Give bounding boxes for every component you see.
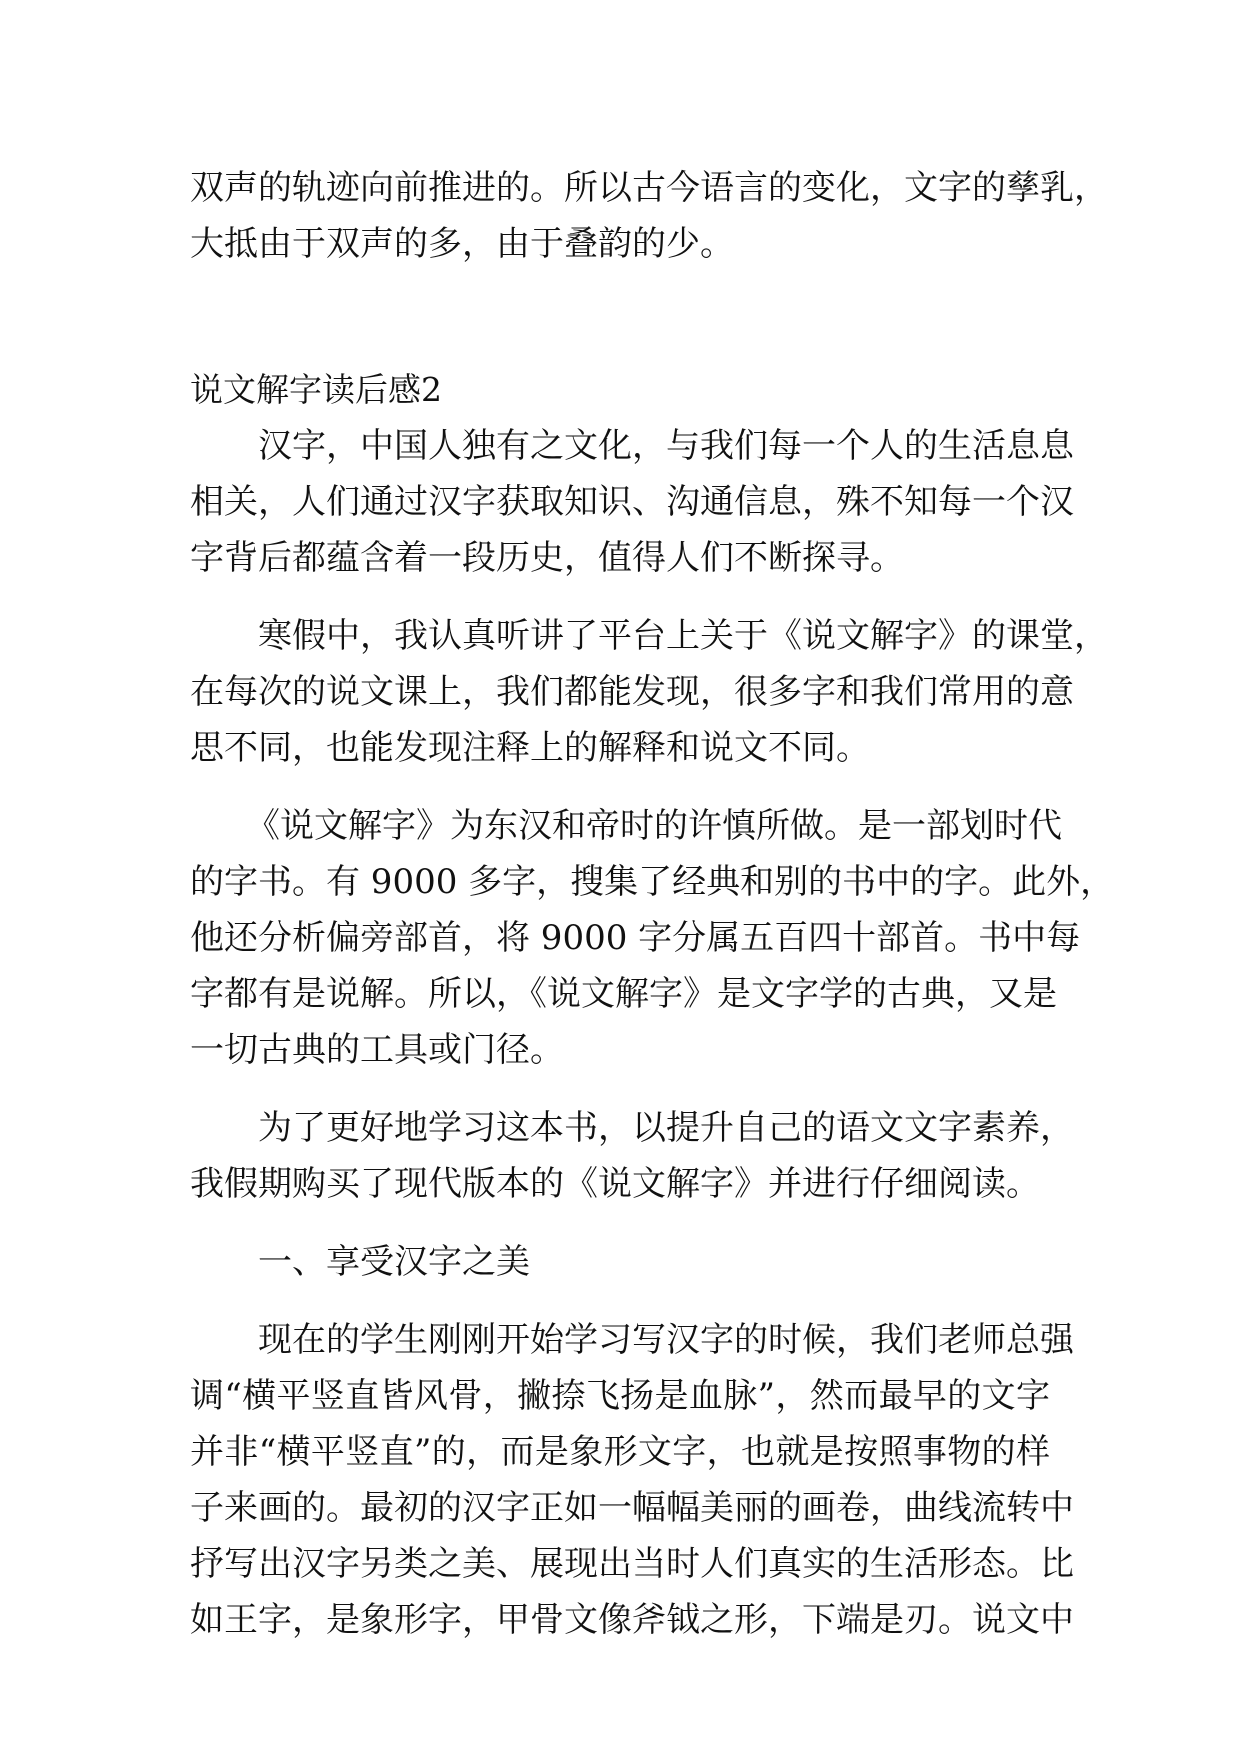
text-line: 思不同，也能发现注释上的解释和说文不同。 (190, 728, 870, 768)
subheading (190, 1234, 1050, 1290)
text-line: 《说文解字》为东汉和帝时的许慎所做。是一部划时代 (246, 806, 1062, 846)
text-line: 汉字，中国人独有之文化，与我们每一个人的生活息息 (258, 426, 1074, 466)
text-line: 一、享受汉字之美 (258, 1242, 530, 1282)
text-line: 的字书。有 9000 多字，搜集了经典和别的书中的字。此外， (190, 862, 1115, 902)
text-line: 相关，人们通过汉字获取知识、沟通信息，殊不知每一个汉 (190, 482, 1074, 522)
text-line: 并非“横平竖直”的，而是象形文字，也就是按照事物的样 (190, 1432, 1050, 1472)
paragraph (190, 418, 1074, 586)
text-line: 寒假中，我认真听讲了平台上关于《说文解字》的课堂， (258, 616, 1108, 656)
text-line: 字都有是说解。所以，《说文解字》是文字学的古典，又是 (190, 974, 1057, 1014)
text-line: 抒写出汉字另类之美、展现出当时人们真实的生活形态。比 (190, 1544, 1074, 1584)
text-line: 如王字，是象形字，甲骨文像斧钺之形，下端是刃。说文中 (190, 1600, 1074, 1640)
document-body (190, 160, 1115, 1670)
text-line: 子来画的。最初的汉字正如一幅幅美丽的画卷，曲线流转中 (190, 1488, 1074, 1528)
text-line: 为了更好地学习这本书，以提升自己的语文文字素养， (258, 1108, 1074, 1148)
text-line: 字背后都蕴含着一段历史，值得人们不断探寻。 (190, 538, 904, 578)
paragraph (190, 1100, 1074, 1212)
text-line: 调“横平竖直皆风骨，撇捺飞扬是血脉”，然而最早的文字 (190, 1376, 1050, 1416)
text-line: 我假期购买了现代版本的《说文解字》并进行仔细阅读。 (190, 1164, 1040, 1204)
paragraph (190, 608, 1108, 776)
text-line: 现在的学生刚刚开始学习写汉字的时候，我们老师总强 (258, 1320, 1074, 1360)
paragraph (190, 1312, 1074, 1648)
text-line: 大抵由于双声的多，由于叠韵的少。 (190, 224, 734, 264)
text-line: 一切古典的工具或门径。 (190, 1030, 564, 1070)
paragraph (190, 798, 1115, 1078)
text-line: 他还分析偏旁部首，将 9000 字分属五百四十部首。书中每 (190, 918, 1081, 958)
section-title: 说文解字读后感2 (190, 370, 442, 409)
text-line: 双声的轨迹向前推进的。所以古今语言的变化，文字的孳乳， (190, 168, 1108, 208)
text-line: 在每次的说文课上，我们都能发现，很多字和我们常用的意 (190, 672, 1074, 712)
continuation-paragraph (190, 160, 1108, 272)
